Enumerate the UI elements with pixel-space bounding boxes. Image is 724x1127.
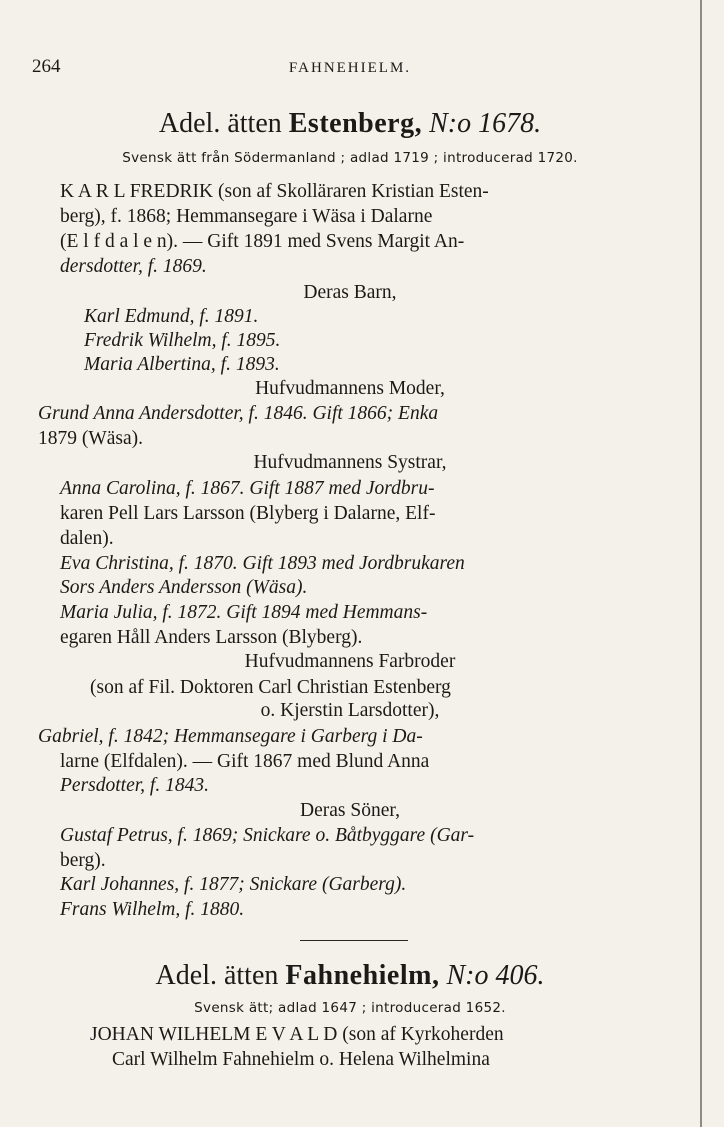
running-head: FAHNEHIELM. bbox=[288, 60, 412, 76]
text-line: Maria Julia, f. 1872. Gift 1894 med Hemmans- bbox=[60, 602, 428, 623]
text-line: dersdotter, f. 1869. bbox=[60, 256, 207, 277]
section-subtitle-estenberg: Svensk ätt från Södermanland ; adlad 1719 ; introducerad 1720. bbox=[122, 150, 578, 166]
child-entry: Frans Wilhelm, f. 1880. bbox=[60, 899, 245, 920]
text-line: karen Pell Lars Larsson (Blyberg i Dalarne, Elf- bbox=[60, 503, 436, 524]
text-line: JOHAN WILHELM E V A L D (son af Kyrkoherden bbox=[90, 1024, 504, 1045]
page-number: 264 bbox=[32, 56, 61, 77]
child-entry: Fredrik Wilhelm, f. 1895. bbox=[84, 330, 281, 351]
text-line: dalen). bbox=[60, 528, 114, 549]
child-entry: Gustaf Petrus, f. 1869; Snickare o. Båtbyggare (Gar- bbox=[60, 825, 475, 846]
text-line: Sors Anders Andersson (Wäsa). bbox=[60, 577, 308, 598]
text-line: o. Kjerstin Larsdotter), bbox=[260, 700, 440, 721]
text-line: Carl Wilhelm Fahnehielm o. Helena Wilhelmina bbox=[112, 1049, 490, 1070]
text-line: Grund Anna Andersdotter, f. 1846. Gift 1866; Enka bbox=[38, 403, 439, 424]
subheading: Hufvudmannens Systrar, bbox=[253, 452, 447, 473]
text-line: Eva Christina, f. 1870. Gift 1893 med Jordbrukaren bbox=[60, 553, 465, 574]
section-divider bbox=[300, 940, 408, 941]
text-line: Anna Carolina, f. 1867. Gift 1887 med Jordbru- bbox=[60, 478, 435, 499]
subheading: Hufvudmannens Farbroder bbox=[244, 651, 456, 672]
text-line: larne (Elfdalen). — Gift 1867 med Blund Anna bbox=[60, 751, 430, 772]
child-entry: Karl Johannes, f. 1877; Snickare (Garberg). bbox=[60, 874, 407, 895]
section-title-estenberg: Adel. ätten Estenberg, N:o 1678. bbox=[158, 108, 542, 139]
subheading: Hufvudmannens Moder, bbox=[255, 378, 445, 399]
subheading: Deras Söner, bbox=[300, 800, 400, 821]
child-entry: Maria Albertina, f. 1893. bbox=[84, 354, 280, 375]
text-line: egaren Håll Anders Larsson (Blyberg). bbox=[60, 627, 363, 648]
page-edge-rule bbox=[700, 0, 702, 1127]
section-title-fahnehielm: Adel. ätten Fahnehielm, N:o 406. bbox=[155, 960, 545, 991]
section-subtitle-fahnehielm: Svensk ätt; adlad 1647 ; introducerad 1652. bbox=[194, 1000, 506, 1016]
child-entry: Karl Edmund, f. 1891. bbox=[84, 306, 259, 327]
subheading: Deras Barn, bbox=[303, 282, 397, 303]
text-line: Persdotter, f. 1843. bbox=[60, 775, 209, 796]
child-entry: berg). bbox=[60, 850, 106, 871]
text-line: Gabriel, f. 1842; Hemmansegare i Garberg i Da- bbox=[38, 726, 423, 747]
text-line: (E l f d a l e n). — Gift 1891 med Svens Margit An- bbox=[60, 231, 465, 252]
text-line: berg), f. 1868; Hemmansegare i Wäsa i Dalarne bbox=[60, 206, 433, 227]
text-line: K A R L FREDRIK (son af Skolläraren Kristian Esten- bbox=[60, 181, 489, 202]
text-line: 1879 (Wäsa). bbox=[38, 428, 144, 449]
text-line: (son af Fil. Doktoren Carl Christian Estenberg bbox=[90, 677, 451, 698]
